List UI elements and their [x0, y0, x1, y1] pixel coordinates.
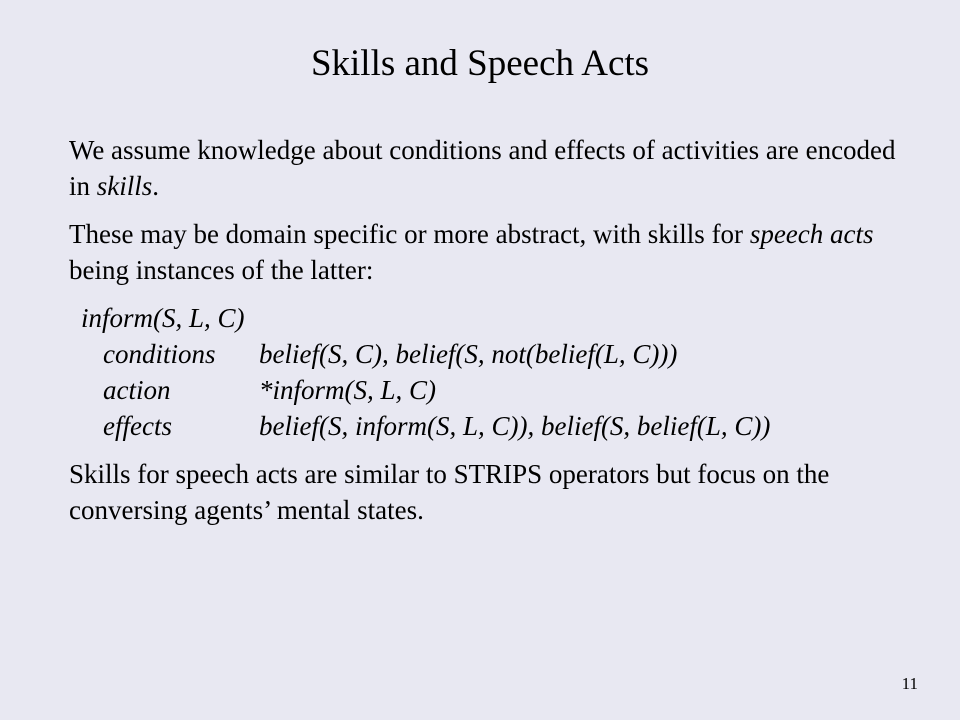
paragraph-end: .: [152, 171, 160, 201]
paragraph-strips-comparison: Skills for speech acts are similar to STRIPS operators but focus on the conversing agents’ mental states.: [69, 459, 830, 525]
slide-content: [69, 132, 899, 540]
skill-value: belief(S, C), belief(S, not(belief(L, C))): [259, 339, 678, 369]
paragraph-text: We assume knowledge about conditions and effects of activities are encoded in: [69, 135, 896, 201]
skill-value: *inform(S, L, C): [259, 375, 437, 405]
page-number: 11: [901, 674, 918, 693]
paragraph-emphasis: skills: [96, 171, 153, 201]
paragraph-text: These may be domain specific or more abstract, with skills for: [69, 219, 750, 249]
paragraph-emphasis: speech acts: [749, 219, 874, 249]
skill-value: belief(S, inform(S, L, C)), belief(S, belief(L, C)): [259, 411, 771, 441]
slide-title: Skills and Speech Acts: [310, 43, 650, 84]
skill-key: effects: [103, 411, 172, 441]
skill-head: inform(S, L, C): [81, 303, 245, 333]
skill-row-action: [69, 372, 899, 408]
skill-row-conditions: [69, 336, 899, 372]
skill-key: conditions: [103, 339, 216, 369]
paragraph-domain-abstract: [69, 216, 899, 288]
skill-key: action: [103, 375, 171, 405]
skill-row-effects: [69, 408, 899, 444]
paragraph-skills-assumption: [69, 132, 899, 204]
skill-definition: [69, 300, 899, 444]
paragraph-end: being instances of the latter:: [69, 255, 374, 285]
